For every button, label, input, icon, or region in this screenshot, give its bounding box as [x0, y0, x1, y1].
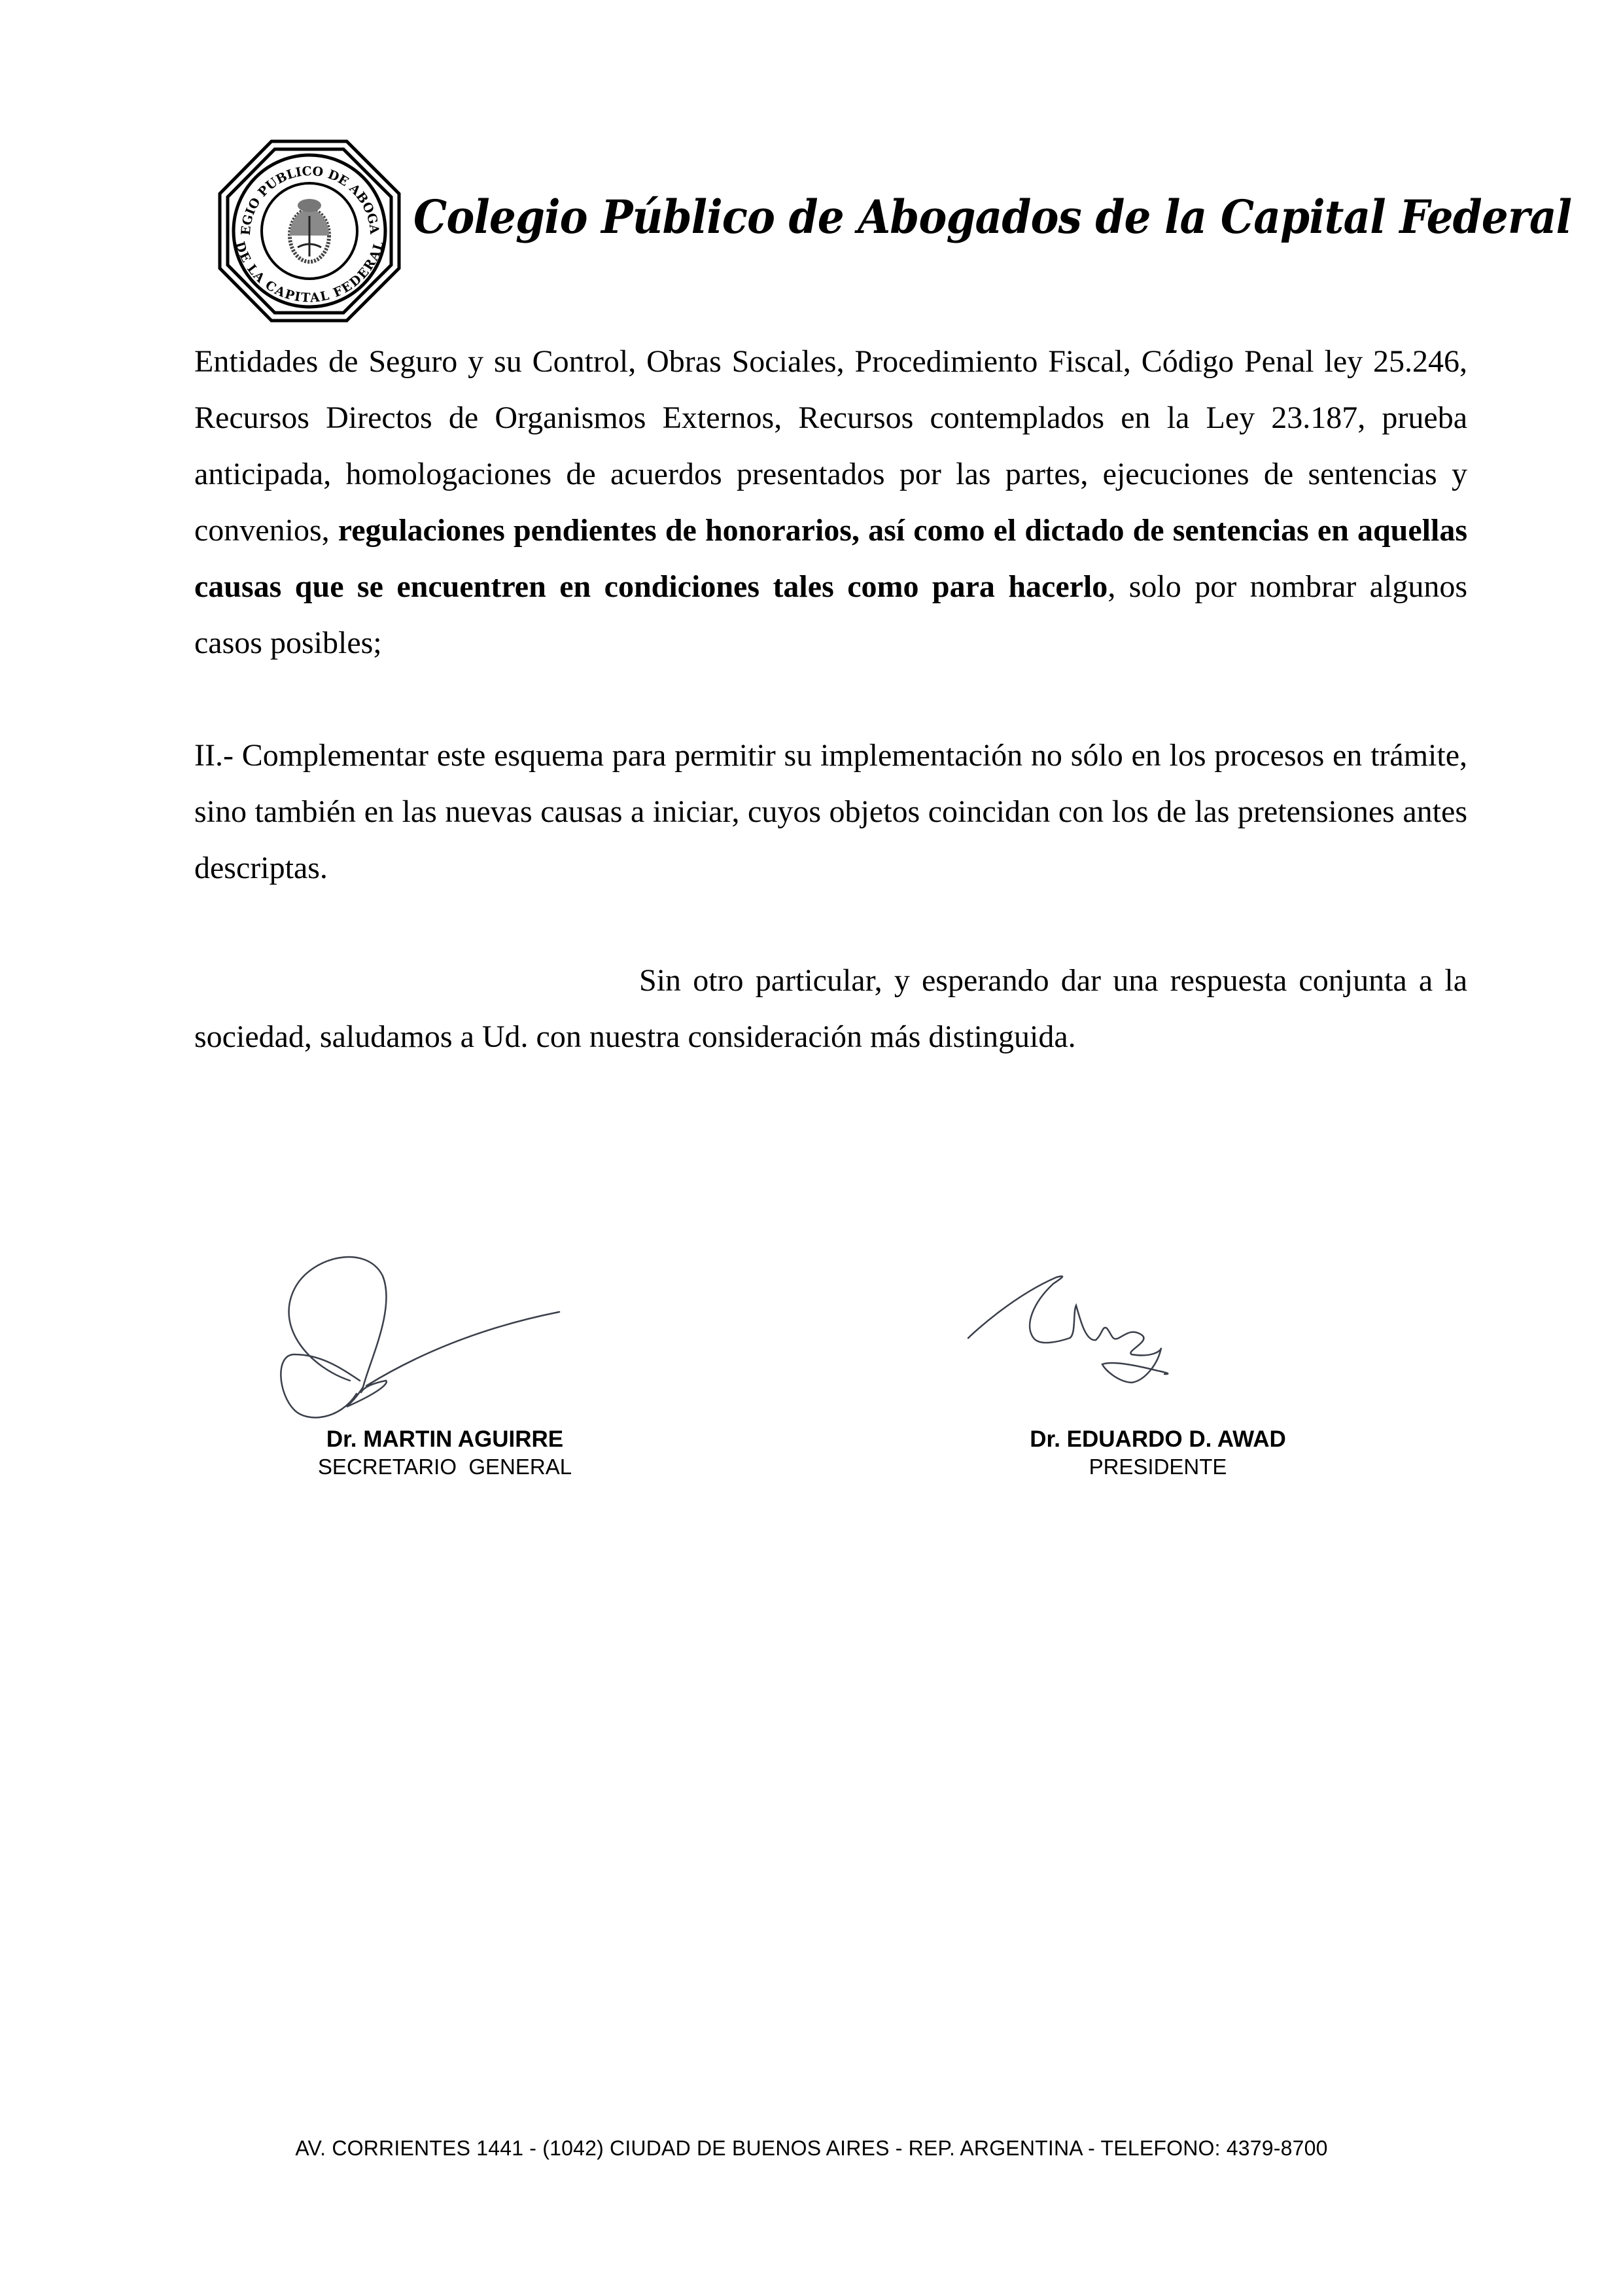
signatory-name: Dr. MARTIN AGUIRRE — [326, 1426, 564, 1452]
seal-ring-text-bottom: DE LA CAPITAL FEDERAL — [232, 239, 387, 306]
colegio-seal-logo — [216, 137, 402, 324]
letter-body — [194, 334, 1467, 1065]
octagon-seal-icon — [216, 137, 402, 324]
signatory-name: Dr. EDUARDO D. AWAD — [1030, 1426, 1286, 1452]
handwritten-signature-aguirre — [249, 1237, 667, 1420]
paragraph-1-bold: regulaciones pendientes de honorarios, así como el dictado de sentencias en aquellas causas que se encuentren en condiciones tales como para hacerlo — [194, 513, 1468, 604]
paragraph-2: II.- Complementar este esquema para permitir su implementación no sólo en los procesos en trámite, sino también en las nuevas causas a iniciar, cuyos objetos coincidan con los de las pretensiones antes descriptas. — [194, 738, 1467, 885]
paragraph-1-end: , solo por nombrar algunos casos posibles; — [194, 569, 1467, 660]
footer-address: AV. CORRIENTES 1441 - (1042) CIUDAD DE BUENOS AIRES - REP. ARGENTINA - TELEFONO: 4379-8700 — [295, 2136, 1328, 2160]
argentine-coat-of-arms-icon — [290, 199, 329, 262]
closing-paragraph: Sin otro particular, y esperando dar una respuesta conjunta a la sociedad, saludamos a Ud. con nuestra consideración más distinguida. — [194, 963, 1467, 1054]
seal-ring-text-top: EGIO PUBLICO DE ABOGA — [238, 164, 382, 236]
signatory-role: PRESIDENTE — [1089, 1455, 1227, 1479]
signature-block-presidente — [935, 1237, 1380, 1498]
letterhead-title: Colegio Público de Abogados de la Capital Federal — [413, 190, 1572, 244]
paragraph-1-start: Entidades de Seguro y su Control, Obras Sociales, Procedimiento Fiscal, Código Penal ley 25.246, Recursos Directos de Organismos Externos, Recursos contemplados en la Ley 23.187, prueba anticipada, homologaciones de acuerdos presentados por las partes, ejecuciones de sentencias y convenios, — [194, 344, 1467, 548]
signature-block-secretario — [249, 1237, 667, 1498]
handwritten-signature-awad — [935, 1237, 1380, 1420]
signatory-role: SECRETARIO GENERAL — [317, 1455, 572, 1479]
paragraph-1 — [194, 334, 1467, 671]
